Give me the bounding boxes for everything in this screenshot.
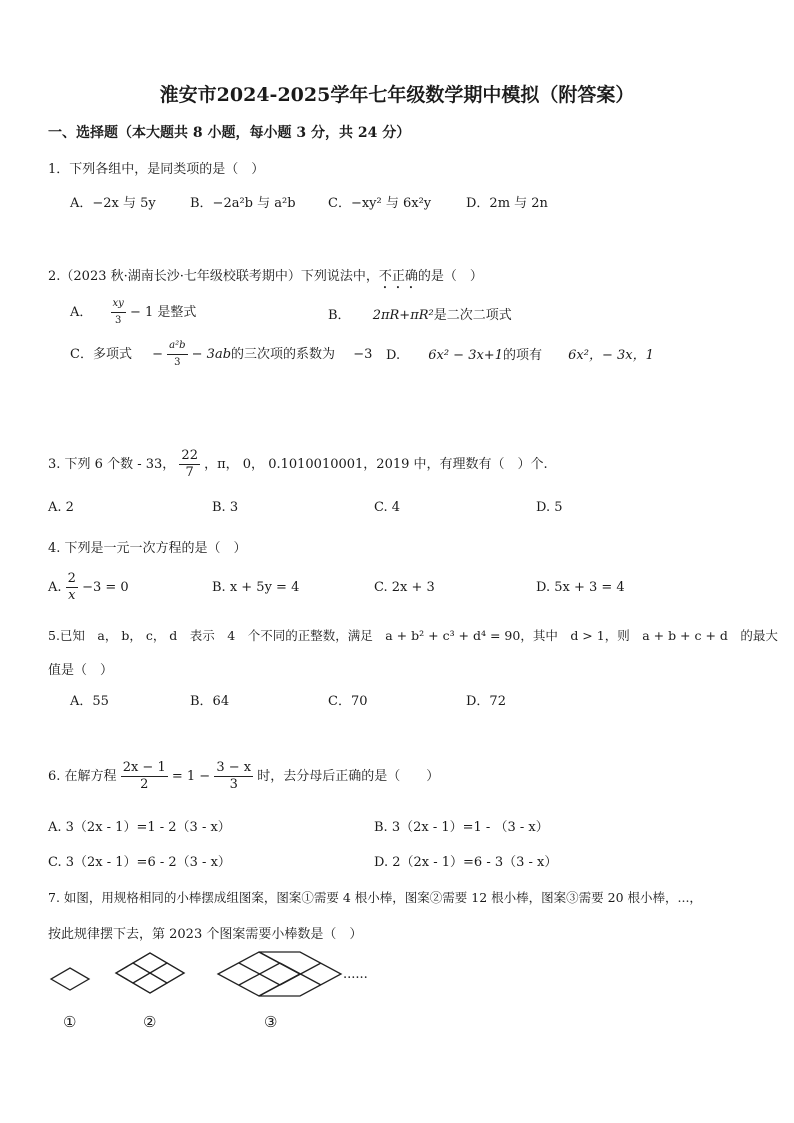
q6-stem-pre: 6. 在解方程 xyxy=(48,769,117,784)
pattern-label-2: ② xyxy=(143,1013,157,1031)
q7-ellipsis: ...... xyxy=(343,967,368,982)
q6-f1-numerator: 2x − 1 xyxy=(122,760,166,775)
q6-option-b: B. 3（2x - 1）=1 - （3 - x） xyxy=(374,820,549,835)
q2-c-value: −3 xyxy=(353,347,373,362)
q3-option-d: D. 5 xyxy=(536,500,563,515)
pattern-2-rhombuses xyxy=(116,953,184,993)
q2-d-label: D. xyxy=(386,348,401,363)
q7-line2: 按此规律摆下去，第 2023 个图案需要小棒数是（ ） xyxy=(48,927,363,942)
q2-stem-emphasis: 不正确 xyxy=(378,269,418,284)
q1-option-d: D．2m 与 2n xyxy=(466,196,548,211)
q1-option-b: B．−2a²b 与 a²b xyxy=(190,196,296,211)
q3-stem-post: ，π， 0， 0.1010010001，2019 中，有理数有（ ）个. xyxy=(204,457,548,472)
q2-b-label: B． xyxy=(328,308,351,323)
q2-a-text: 是整式 xyxy=(157,305,197,320)
q2-d-terms: 6x²，− 3x，1 xyxy=(568,348,654,363)
q4-stem: 4. 下列是一元一次方程的是（ ） xyxy=(48,541,247,556)
pattern-3-rhombuses xyxy=(218,952,341,996)
q6-stem-post: 时，去分母后正确的是（ ） xyxy=(257,769,440,784)
q5-line2: 值是（ ） xyxy=(48,663,114,678)
q2-b-text: 是二次二项式 xyxy=(433,308,512,323)
q5-option-c: C．70 xyxy=(328,694,368,709)
q3-option-c: C. 4 xyxy=(374,500,401,515)
q3-stem-pre: 3. 下列 6 个数 - 33， xyxy=(48,457,176,472)
q3-option-a: A. 2 xyxy=(48,500,74,515)
q3-numerator: 22 xyxy=(181,448,198,463)
q4-a-denominator: x xyxy=(68,588,76,603)
q5-option-a: A．55 xyxy=(70,694,109,709)
q2-d-expr: 6x² − 3x+1 xyxy=(428,348,503,363)
q5-line1: 5.已知 a， b， c， d 表示 4 个不同的正整数，满足 a + b² + c³ + d⁴ = 90，其中 d > 1，则 a + b + c + d 的最大 xyxy=(48,628,778,643)
q3-denominator: 7 xyxy=(185,465,194,480)
q6-f2-denominator: 3 xyxy=(229,777,238,792)
pattern-1-rhombus xyxy=(51,968,89,990)
q6-option-d: D. 2（2x - 1）=6 - 3（3 - x） xyxy=(374,855,558,870)
q2-a-denominator: 3 xyxy=(114,315,122,326)
q4-option-d: D. 5x + 3 = 4 xyxy=(536,580,625,595)
q3-option-b: B. 3 xyxy=(212,500,239,515)
q2-c-label: C．多项式 xyxy=(70,347,132,362)
section-heading: 一、选择题（本大题共 8 小题，每小题 3 分，共 24 分） xyxy=(48,125,411,141)
q6-f2-numerator: 3 − x xyxy=(216,760,252,775)
q2-c-text: 的三次项的系数为 xyxy=(231,347,336,362)
q2-a-numerator: xy xyxy=(111,296,126,313)
q1-option-c: C．−xy² 与 6x²y xyxy=(328,196,432,211)
q5-option-d: D．72 xyxy=(466,694,506,709)
q2-a-tail: − 1 xyxy=(129,305,154,320)
pattern-label-3: ③ xyxy=(264,1013,278,1031)
q1-stem: 1．下列各组中，是同类项的是（ ） xyxy=(48,162,265,177)
q2-c-tail: − 3ab xyxy=(191,347,232,362)
page-title: 淮安市2024-2025学年七年级数学期中模拟（附答案） xyxy=(159,84,635,106)
q6-option-c: C. 3（2x - 1）=6 - 2（3 - x） xyxy=(48,855,231,870)
q4-a-numerator: 2 xyxy=(67,571,76,586)
q2-a-label: A． xyxy=(70,305,93,320)
q2-d-text: 的项有 xyxy=(502,348,542,363)
q6-option-a: A. 3（2x - 1）=1 - 2（3 - x） xyxy=(48,820,231,835)
pattern-label-1: ① xyxy=(63,1013,77,1031)
q6-f1-denominator: 2 xyxy=(140,777,149,792)
q4-a-tail: −3 = 0 xyxy=(82,580,129,595)
q1-option-a: A．−2x 与 5y xyxy=(70,196,156,211)
q2-stem-post: 的是（ ） xyxy=(417,269,483,284)
q2-stem-pre: 2.（2023 秋·湖南长沙·七年级校联考期中）下列说法中， xyxy=(48,269,379,284)
q5-option-b: B．64 xyxy=(190,694,230,709)
q4-option-b: B. x + 5y = 4 xyxy=(212,580,300,595)
q4-a-label: A. xyxy=(48,580,62,595)
q2-b-expr: 2πR+πR² xyxy=(372,308,434,323)
q2-c-denominator: 3 xyxy=(174,357,181,368)
q7-line1: 7. 如图，用规格相同的小棒摆成组图案，图案①需要 4 根小棒，图案②需要 12 根小棒，图案③需要 20 根小棒，...， xyxy=(48,890,702,905)
q4-option-c: C. 2x + 3 xyxy=(374,580,435,595)
q6-mid: = 1 − xyxy=(171,769,211,784)
q2-c-pre: − xyxy=(152,347,163,362)
q2-c-numerator: a²b xyxy=(167,338,187,355)
